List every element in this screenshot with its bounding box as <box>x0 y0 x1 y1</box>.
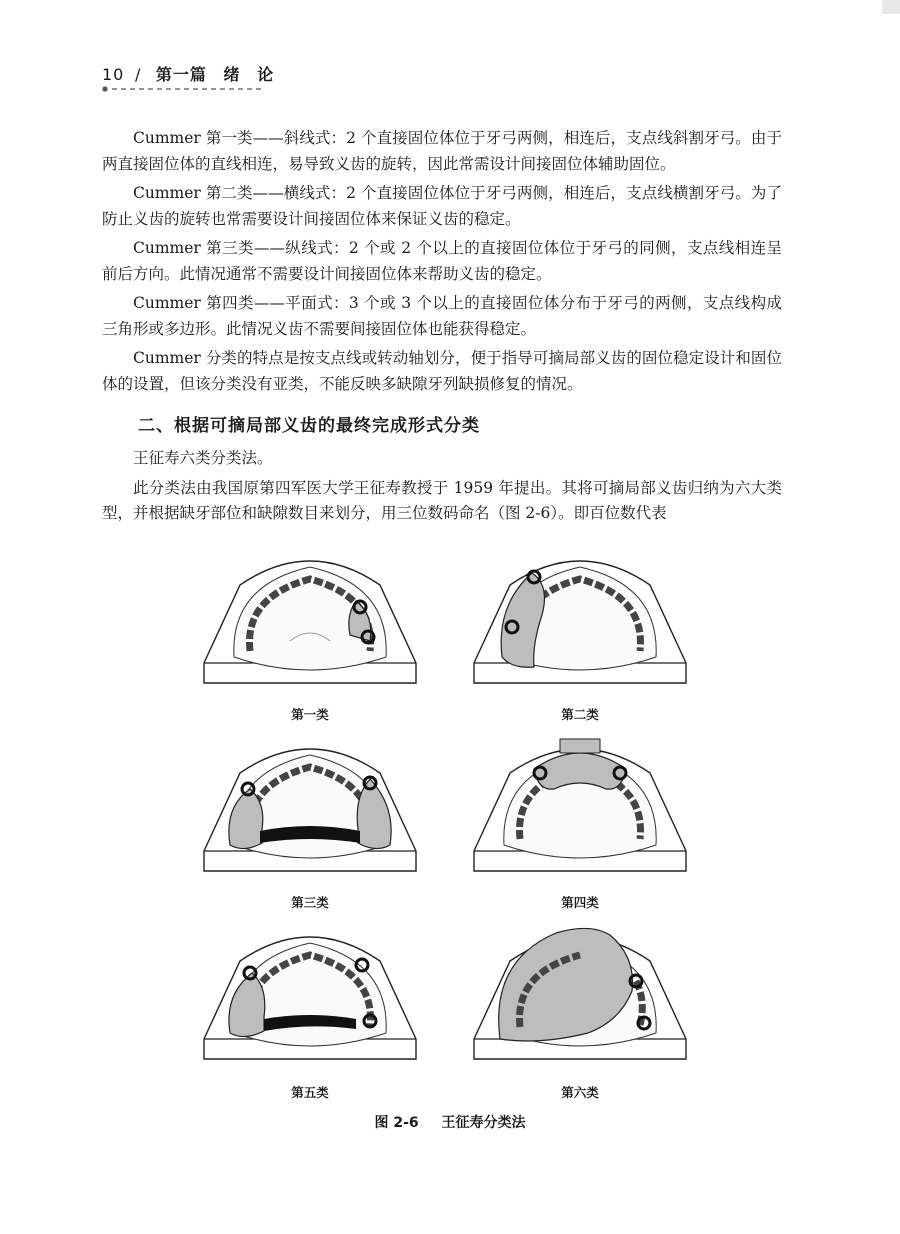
label-class-2: 第二类 <box>561 707 599 722</box>
chapter-title <box>156 65 284 84</box>
label-class-6: 第六类 <box>561 1085 599 1100</box>
figure-caption <box>0 1112 900 1132</box>
label-class-4: 第四类 <box>561 895 599 910</box>
dental-cast-illustration <box>190 545 430 705</box>
caption-text: 王征寿分类法 <box>441 1115 526 1131</box>
header-dotted-rule <box>102 86 264 92</box>
caption-number: 图 2-6 <box>374 1115 419 1131</box>
paragraph-cummer-summary: Cummer 分类的特点是按支点线或转动轴划分，便于指导可摘局部义齿的固位稳定设计和固位体的设置，但该分类没有亚类，不能反映多缺隙牙列缺损修复的情况。 <box>102 349 782 393</box>
dental-cast-illustration <box>190 733 430 893</box>
section-heading: 二、根据可摘局部义齿的最终完成形式分类 <box>138 416 480 436</box>
paragraph-wang-desc: 此分类法由我国原第四军医大学王征寿教授于 1959 年提出。其将可摘局部义齿归纳为六大类型，并根据缺牙部位和缺隙数目来划分，用三位数码命名（图 2-6）。即百位数代表 <box>102 478 782 522</box>
label-class-3: 第三类 <box>291 895 329 910</box>
figure-2-6 <box>190 545 700 1100</box>
page-corner <box>882 0 900 14</box>
body-text <box>102 126 782 531</box>
label-class-1: 第一类 <box>291 707 329 722</box>
page-number: 10 <box>102 65 125 84</box>
dental-cast-illustration <box>460 733 700 893</box>
header-separator: / <box>134 65 142 84</box>
paragraph-cummer-2: Cummer 第二类——横线式：2 个直接固位体位于牙弓两侧，相连后，支点线横割牙弓。为了防止义齿的旋转也常需要设计间接固位体来保证义齿的稳定。 <box>102 184 782 228</box>
dental-cast-illustration <box>190 921 430 1081</box>
dental-cast-illustration <box>460 545 700 705</box>
paragraph-cummer-4: Cummer 第四类——平面式：3 个或 3 个以上的直接固位体分布于牙弓的两侧，支点线构成三角形或多边形。此情况义齿不需要间接固位体也能获得稳定。 <box>102 294 782 338</box>
paragraph-cummer-3: Cummer 第三类——纵线式：2 个或 2 个以上的直接固位体位于牙弓的同侧，支点线相连呈前后方向。此情况通常不需要设计间接固位体来帮助义齿的稳定。 <box>102 239 782 283</box>
running-header <box>102 62 284 85</box>
paragraph-wang-title: 王征寿六类分类法。 <box>133 449 273 467</box>
part-label: 第一篇 <box>155 65 207 84</box>
dental-cast-illustration <box>460 921 700 1081</box>
title-char-1: 绪 <box>223 65 241 84</box>
paragraph-cummer-1: Cummer 第一类——斜线式：2 个直接固位体位于牙弓两侧，相连后，支点线斜割牙弓。由于两直接固位体的直线相连，易导致义齿的旋转，因此常需设计间接固位体辅助固位。 <box>102 129 782 173</box>
label-class-5: 第五类 <box>291 1085 329 1100</box>
title-char-2: 论 <box>257 65 275 84</box>
